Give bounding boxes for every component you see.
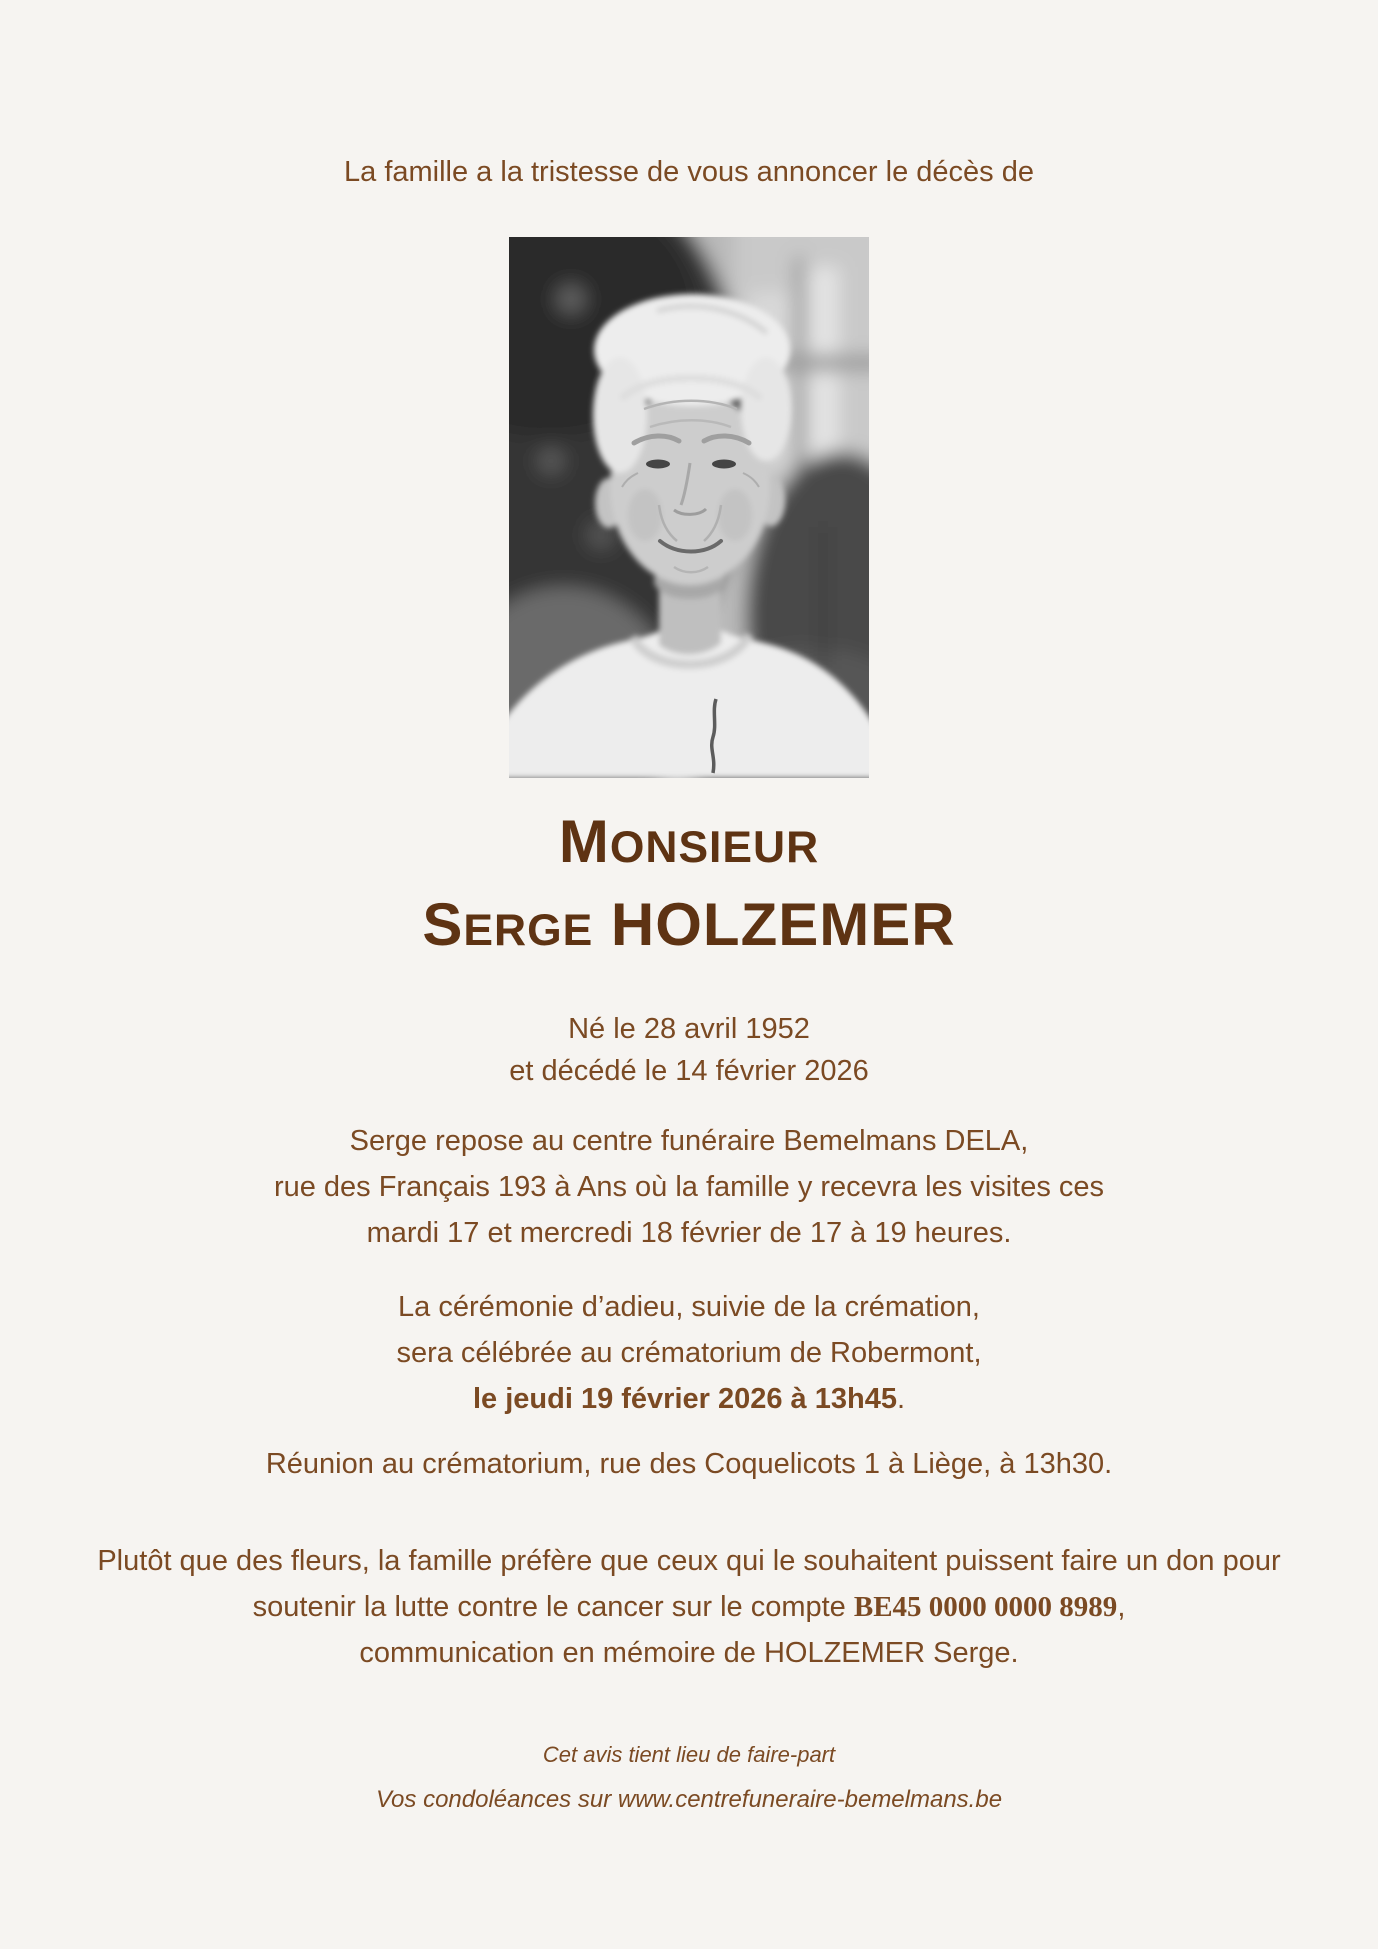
reunion-line: Réunion au crématorium, rue des Coquelicots 1 à Liège, à 13h30.	[265, 1448, 1113, 1480]
repose-line: Serge repose au centre funéraire Bemelmans DELA,	[349, 1125, 1029, 1157]
condolences-website-line: Vos condoléances sur www.centrefuneraire-bemelmans.be	[375, 1786, 1003, 1813]
donation-line-prefix: soutenir la lutte contre le cancer sur le compte	[252, 1591, 854, 1623]
portrait-photo	[509, 237, 869, 778]
repose-line: mardi 17 et mercredi 18 février de 17 à 19 heures.	[366, 1217, 1012, 1249]
donation-line: Plutôt que des fleurs, la famille préfère que ceux qui le souhaitent puissent faire un don pour	[97, 1545, 1281, 1577]
donation-paragraph	[0, 1538, 1378, 1676]
donation-account-line	[0, 1584, 1378, 1630]
birth-death-dates	[0, 1008, 1378, 1092]
announcement-line: La famille a la tristesse de vous annoncer le décès de	[344, 156, 1034, 188]
portrait-photo-illustration	[509, 237, 869, 778]
repose-paragraph	[0, 1118, 1378, 1256]
deceased-name: SERGE HOLZEMER	[422, 891, 956, 958]
repose-line: rue des Français 193 à Ans où la famille y recevra les visites ces	[273, 1171, 1105, 1203]
death-date-line: et décédé le 14 février 2026	[509, 1055, 869, 1087]
ceremony-date-bold: le jeudi 19 février 2026 à 13h45	[472, 1383, 897, 1415]
bank-account-number: BE45 0000 0000 8989	[853, 1591, 1118, 1623]
ceremony-line: La cérémonie d’adieu, suivie de la crémation,	[398, 1291, 980, 1323]
donation-line-suffix: ,	[1117, 1591, 1126, 1623]
deceased-title: MONSIEUR	[558, 808, 820, 875]
ceremony-date-period: .	[896, 1383, 906, 1415]
birth-date-line: Né le 28 avril 1952	[568, 1013, 810, 1045]
faire-part-notice: Cet avis tient lieu de faire-part	[542, 1742, 836, 1767]
ceremony-paragraph	[0, 1284, 1378, 1422]
ceremony-line: sera célébrée au crématorium de Robermont,	[396, 1337, 982, 1369]
donation-line: communication en mémoire de HOLZEMER Serge.	[359, 1637, 1019, 1669]
ceremony-date-line	[0, 1376, 1378, 1422]
